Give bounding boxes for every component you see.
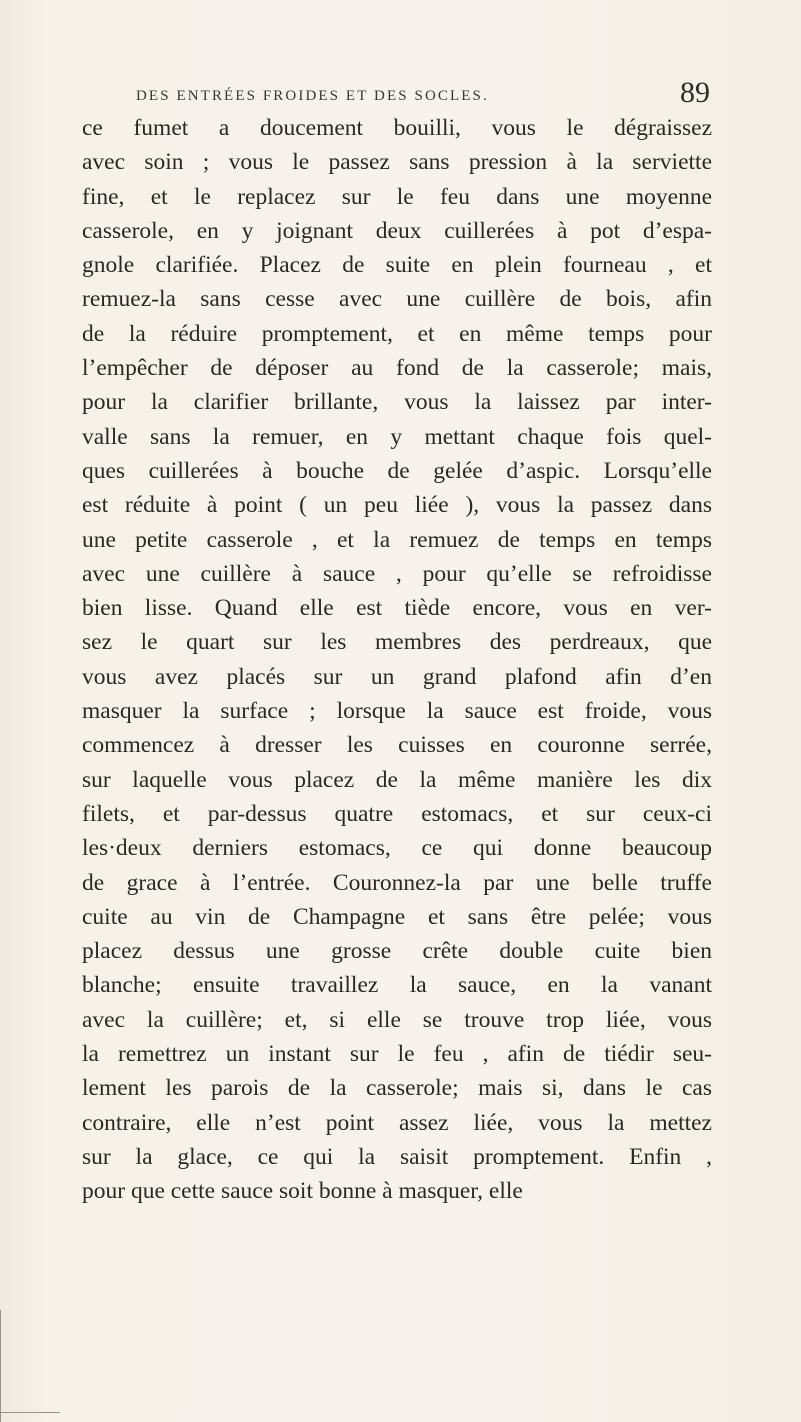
page-edge-bottom [0,1412,60,1413]
text-line: cuite au vin de Champagne et sans être pelée; vous [82,903,712,930]
text-line: avec soin ; vous le passez sans pression à la serviette [82,149,712,176]
text-line: sez le quart sur les membres des perdreaux, que [82,629,712,656]
text-line: commencez à dresser les cuisses en couronne serrée, [82,732,712,759]
text-line: gnole clarifiée. Placez de suite en plein fourneau , et [82,252,712,279]
text-line: de la réduire promptement, et en même temps pour [82,320,712,347]
text-line: les·deux derniers estomacs, ce qui donne beaucoup [82,835,712,862]
body-text [82,111,712,1209]
text-line: valle sans la remuer, en y mettant chaque fois quel- [82,423,712,450]
text-line: avec une cuillère à sauce , pour qu’elle se refroidisse [82,560,712,587]
text-line: fine, et le replacez sur le feu dans une moyenne [82,183,712,210]
text-line: vous avez placés sur un grand plafond afin d’en [82,663,712,690]
text-line: ques cuillerées à bouche de gelée d’aspic. Lorsqu’elle [82,457,712,484]
text-line: contraire, elle n’est point assez liée, vous la mettez [82,1109,712,1136]
text-line: blanche; ensuite travaillez la sauce, en la vanant [82,972,712,999]
page-edge-left [0,1310,7,1422]
page-number: 89 [680,76,710,109]
running-head-title: DES ENTRÉES FROIDES ET DES SOCLES. [136,88,489,104]
text-line: remuez-la sans cesse avec une cuillère de bois, afin [82,286,712,313]
text-line: pour que cette sauce soit bonne à masquer, elle [82,1178,523,1205]
text-line: filets, et par-dessus quatre estomacs, et sur ceux-ci [82,800,712,827]
text-line: pour la clarifier brillante, vous la laissez par inter- [82,389,712,416]
text-line: sur laquelle vous placez de la même manière les dix [82,766,712,793]
text-line: casserole, en y joignant deux cuillerées à pot d’espa- [82,217,712,244]
text-line: l’empêcher de déposer au fond de la casserole; mais, [82,355,712,382]
text-line: bien lisse. Quand elle est tiède encore, vous en ver- [82,595,712,622]
text-line: une petite casserole , et la remuez de temps en temps [82,526,712,553]
text-line: la remettrez un instant sur le feu , afin de tiédir seu- [82,1041,712,1068]
text-line: ce fumet a doucement bouilli, vous le dégraissez [82,115,712,141]
text-line: placez dessus une grosse crête double cuite bien [82,938,712,965]
text-line: masquer la surface ; lorsque la sauce est froide, vous [82,698,712,725]
text-line: de grace à l’entrée. Couronnez-la par une belle truffe [82,869,712,896]
running-head [80,76,710,116]
text-line: est réduite à point ( un peu liée ), vous la passez dans [82,492,712,519]
text-line: sur la glace, ce qui la saisit promptement. Enfin , [82,1143,712,1170]
text-line: avec la cuillère; et, si elle se trouve trop liée, vous [82,1006,712,1033]
text-line: lement les parois de la casserole; mais si, dans le cas [82,1075,712,1102]
